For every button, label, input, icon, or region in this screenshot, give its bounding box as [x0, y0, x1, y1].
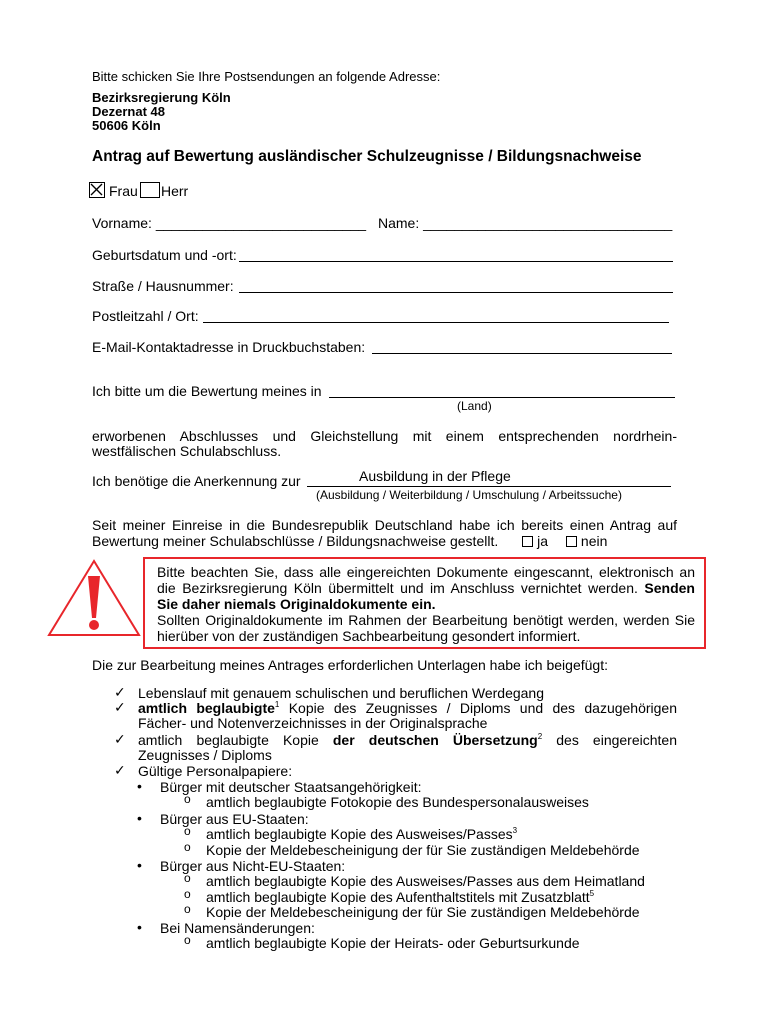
frau-checkbox[interactable] — [89, 182, 105, 198]
name-field[interactable]: Name: ________________________________ — [378, 215, 673, 231]
bullet-icon: • — [137, 810, 142, 826]
bullet-icon: • — [137, 919, 142, 935]
address-line-2: Dezernat 48 — [92, 104, 165, 119]
doc-lebenslauf: Lebenslauf mit genauem schulischen und beruflichen Werdegang — [138, 685, 545, 701]
checkmark-icon: ✓ — [114, 762, 126, 778]
nein-label: nein — [580, 533, 608, 549]
warning-line-5: hierüber von der zuständigen Sachbearbeitung gesondert informiert. — [157, 628, 581, 644]
group-eu: Bürger aus EU-Staaten: — [160, 811, 309, 827]
page-title: Antrag auf Bewertung ausländischer Schulzeugnisse / Bildungsnachweise — [92, 148, 642, 165]
address-line-1: Bezirksregierung Köln — [92, 90, 231, 105]
geburt-label: Geburtsdatum und -ort: — [92, 247, 237, 263]
footnote-5: 5 — [589, 889, 595, 898]
vorname-field[interactable]: Vorname: ___________________________ — [92, 215, 367, 231]
doc-uebersetzung — [138, 733, 677, 748]
circle-bullet-icon: o — [184, 824, 191, 838]
warning-icon — [46, 558, 142, 638]
herr-label: Herr — [161, 183, 189, 199]
item-nicht-eu-2 — [206, 890, 594, 905]
einreise-text-2 — [92, 533, 607, 549]
email-label: E-Mail-Kontaktadresse in Druckbuchstaben: — [92, 339, 366, 355]
anerkennung-value[interactable]: Ausbildung in der Pflege — [359, 468, 511, 484]
abschluss-text-2: westfälischen Schulabschluss. — [92, 443, 282, 459]
address-line-3: 50606 Köln — [92, 118, 161, 133]
circle-bullet-icon: o — [184, 933, 191, 947]
circle-bullet-icon: o — [184, 792, 191, 806]
checkmark-icon: ✓ — [114, 684, 126, 700]
item-deutsch-1: amtlich beglaubigte Fotokopie des Bundespersonalausweises — [206, 794, 589, 810]
warning-box — [143, 557, 706, 649]
group-deutsch: Bürger mit deutscher Staatsangehörigkeit: — [160, 779, 422, 795]
item-eu-1 — [206, 827, 517, 842]
warning-line-2 — [157, 580, 695, 596]
footnote-2: 2 — [537, 732, 543, 741]
ja-checkbox[interactable] — [522, 536, 533, 547]
warning-line-2-bold: Senden — [644, 580, 695, 596]
geburt-input-line[interactable] — [239, 261, 673, 262]
nein-checkbox[interactable] — [566, 536, 577, 547]
item-nicht-eu-1: amtlich beglaubigte Kopie des Ausweises/Passes aus dem Heimatland — [206, 873, 645, 889]
doc-uebers-rest: des eingereichten — [556, 732, 677, 748]
item-nicht-eu-2-text: amtlich beglaubigte Kopie des Aufenthaltstitels mit Zusatzblatt — [206, 889, 590, 905]
anerkennung-input-line[interactable] — [307, 486, 671, 487]
doc-uebers-pre: amtlich beglaubigte Kopie — [138, 732, 319, 748]
doc-beglaubigt-bold: amtlich beglaubigte — [138, 700, 275, 716]
doc-personalpapiere: Gültige Personalpapiere: — [138, 763, 293, 779]
circle-bullet-icon: o — [184, 902, 191, 916]
footnote-1: 1 — [274, 700, 280, 709]
warning-line-3: Sie daher niemals Originaldokumente ein. — [157, 596, 436, 612]
land-caption: (Land) — [457, 399, 492, 413]
footnote-3: 3 — [512, 826, 518, 835]
bullet-icon: • — [137, 857, 142, 873]
item-eu-2: Kopie der Meldebescheinigung der für Sie zuständigen Meldebehörde — [206, 842, 640, 858]
doc-beglaubigt-rest: Kopie des Zeugnisses / Diploms und des dazugehörigen — [288, 700, 678, 716]
item-nicht-eu-3: Kopie der Meldebescheinigung der für Sie zuständigen Meldebehörde — [206, 904, 640, 920]
warning-line-1: Bitte beachten Sie, dass alle eingereichten Dokumente eingescannt, elektronisch an — [157, 564, 695, 580]
plz-label: Postleitzahl / Ort: — [92, 308, 199, 324]
doc-uebers-bold: der deutschen Übersetzung — [332, 732, 538, 748]
bullet-icon: • — [137, 778, 142, 794]
circle-bullet-icon: o — [184, 887, 191, 901]
address-intro: Bitte schicken Sie Ihre Postsendungen an folgende Adresse: — [92, 69, 441, 84]
docs-intro: Die zur Bearbeitung meines Antrages erforderlichen Unterlagen habe ich beigefügt: — [92, 657, 608, 673]
strasse-input-line[interactable] — [239, 292, 673, 293]
group-namensaenderung: Bei Namensänderungen: — [160, 920, 315, 936]
anerkennung-label: Ich benötige die Anerkennung zur — [92, 473, 301, 489]
plz-input-line[interactable] — [203, 322, 669, 323]
strasse-label: Straße / Hausnummer: — [92, 278, 234, 294]
doc-beglaubigt — [138, 701, 677, 716]
einreise-text-1: Seit meiner Einreise in die Bundesrepublik Deutschland habe ich bereits einen Antrag auf — [92, 517, 677, 533]
frau-label: Frau — [109, 183, 138, 199]
einreise-text-2-label: Bewertung meiner Schulabschlüsse / Bildungsnachweise gestellt. — [92, 533, 499, 549]
doc-uebersetzung-line2: Zeugnisses / Diploms — [138, 747, 272, 763]
anerkennung-caption: (Ausbildung / Weiterbildung / Umschulung / Arbeitssuche) — [316, 488, 622, 502]
ja-label: ja — [537, 533, 549, 549]
circle-bullet-icon: o — [184, 871, 191, 885]
warning-line-4: Sollten Originaldokumente im Rahmen der Bearbeitung benötigt werden, werden Sie — [157, 612, 695, 628]
circle-bullet-icon: o — [184, 840, 191, 854]
herr-checkbox[interactable] — [140, 182, 160, 198]
doc-beglaubigt-line2: Fächer- und Notenverzeichnisses in der Originalsprache — [138, 715, 488, 731]
check-x-icon — [90, 183, 103, 196]
land-input-line[interactable] — [329, 397, 675, 398]
bewertung-label: Ich bitte um die Bewertung meines in — [92, 383, 322, 399]
warning-line-2-text: die Bezirksregierung Köln übermittelt und im Anschluss vernichtet werden. — [157, 580, 638, 596]
checkmark-icon: ✓ — [114, 699, 126, 715]
item-namensaenderung-1: amtlich beglaubigte Kopie der Heirats- oder Geburtsurkunde — [206, 935, 580, 951]
item-eu-1-text: amtlich beglaubigte Kopie des Ausweises/Passes — [206, 826, 513, 842]
email-input-line[interactable] — [372, 353, 672, 354]
group-nicht-eu: Bürger aus Nicht-EU-Staaten: — [160, 858, 346, 874]
checkmark-icon: ✓ — [114, 731, 126, 747]
abschluss-text-1: erworbenen Abschlusses und Gleichstellung mit einem entsprechenden nordrhein- — [92, 428, 677, 444]
